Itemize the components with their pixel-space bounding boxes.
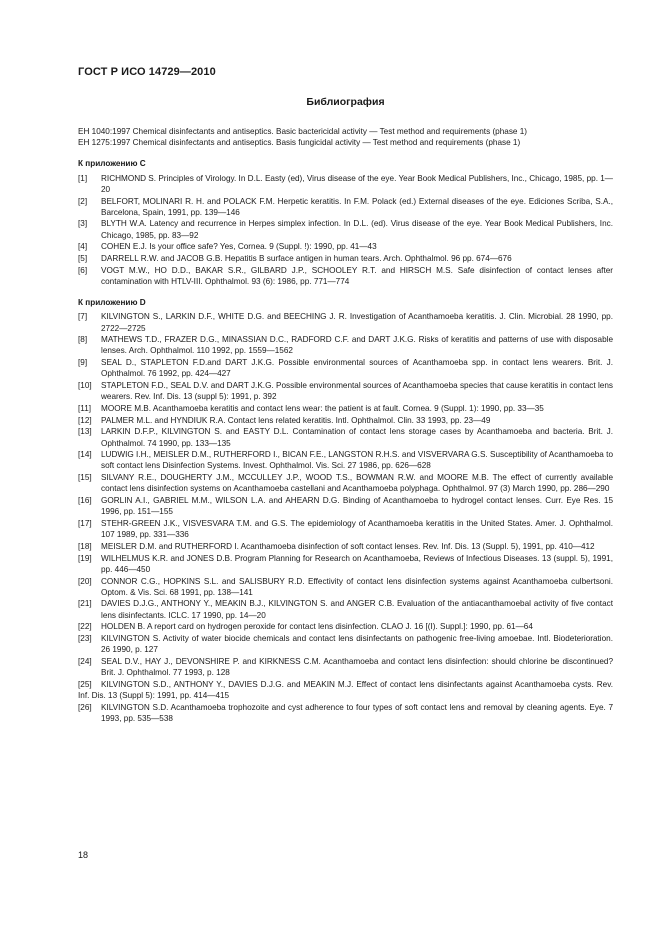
reference-number: [5] — [78, 254, 88, 264]
reference-text: HOLDEN B. A report card on hydrogen peroxide for contact lens disinfection. CLAO J. 16 [(I). Suppl.]: 1990, pp. 61—64 — [101, 622, 533, 632]
reference-number: [9] — [78, 358, 88, 368]
reference-item — [78, 656, 613, 678]
reference-item — [78, 311, 613, 333]
reference-text: WILHELMUS K.R. and JONES D.B. Program Planning for Research on Acanthamoeba, Reviews of Infectious Diseases. 13 (suppl. 5), 1991, pp. 446—450 — [101, 553, 613, 574]
reference-text: MATHEWS T.D., FRAZER D.G., MINASSIAN D.C., RADFORD C.F. and DART J.K.G. Risks of keratitis and patterns of use with disposable lenses. Arch. Ophthalmol. 110 1992, pp. 1559—1562 — [101, 335, 613, 356]
section-d-heading: К приложению D — [78, 298, 146, 308]
en-reference: EH 1040:1997 Chemical disinfectants and antiseptics. Basic bactericidal activity — Test method and requirements (phase 1) — [78, 127, 528, 136]
reference-item — [78, 621, 613, 632]
reference-number: [2] — [78, 196, 88, 206]
reference-number: [1] — [78, 173, 88, 183]
reference-number: [8] — [78, 335, 88, 345]
reference-item — [78, 218, 613, 240]
reference-text: LUDWIG I.H., MEISLER D.M., RUTHERFORD I., BICAN F.E., LANGSTON R.H.S. and VISVERVARA G.S. Susceptibility of Acanthamoeba to soft contact lens Disinfection Systems. Invest. Ophthalmol. Vis. Sci. 27 1986, pp. 626—628 — [101, 450, 613, 471]
reference-text: VOGT M.W., HO D.D., BAKAR S.R., GILBARD J.P., SCHOOLEY R.T. and HIRSCH M.S. Safe disinfection of contact lenses after contamination with HTLV-III. Ophthalmol. 93 (6): 1986, pp. 771—774 — [101, 265, 613, 286]
reference-item — [78, 702, 613, 724]
reference-item — [78, 357, 613, 379]
reference-text: SILVANY R.E., DOUGHERTY J.M., MCCULLEY J.P., WOOD T.S., BOWMAN R.W. and MOORE M.B. The effect of currently available contact lens disinfection systems on Acanthamoeba castellani and Acanthamoeba polyphaga. Ophthalmol. 97 (3) March 1990, pp. 286—290 — [101, 473, 613, 494]
reference-number: [15] — [78, 473, 92, 483]
reference-number: [25] — [78, 679, 92, 689]
reference-text: SEAL D., STAPLETON F.D.and DART J.K.G. Possible environmental sources of Acanthamoeba spp. in contact lens wearers. Brit. J. Ophthalmol. 76 1992, pp. 424—427 — [101, 358, 613, 379]
reference-number: [14] — [78, 450, 92, 460]
reference-item — [78, 241, 613, 252]
reference-number: [6] — [78, 265, 88, 275]
reference-item — [78, 472, 613, 494]
reference-text: COHEN E.J. Is your office safe? Yes, Cornea. 9 (Suppl. !): 1990, pp. 41—43 — [101, 242, 377, 252]
reference-number: [12] — [78, 415, 92, 425]
reference-number: [20] — [78, 576, 92, 586]
reference-text: PALMER M.L. and HYNDIUK R.A. Contact lens related keratitis. Intl. Ophthalmol. Clin. 33 1993, pp. 23—49 — [101, 415, 491, 425]
reference-number: [10] — [78, 381, 92, 391]
reference-text: DAVIES D.J.G., ANTHONY Y., MEAKIN B.J., KILVINGTON S. and ANGER C.B. Evaluation of the antiacanthamoebal activity of five contact lens disinfectants. ICLC. 17 1990, pp. 14—20 — [101, 599, 613, 620]
reference-item — [78, 173, 613, 195]
reference-number: [21] — [78, 599, 92, 609]
reference-number: [4] — [78, 242, 88, 252]
section-d-references — [78, 311, 613, 724]
reference-text: BLYTH W.A. Latency and recurrence in Herpes simplex infection. In D.L. (ed). Virus disease of the eye. Year Book Medical Publishers, Inc. Chicago, 1985, pp. 83—92 — [101, 219, 613, 240]
reference-item — [78, 633, 613, 655]
reference-item — [78, 553, 613, 575]
reference-item — [78, 576, 613, 598]
reference-item — [78, 518, 613, 540]
reference-text: CONNOR C.G., HOPKINS S.L. and SALISBURY R.D. Effectivity of contact lens disinfection systems against Acanthamoeba culbertsoni. Optom. & Vis. Sci. 68 1991, pp. 138—141 — [101, 576, 613, 597]
reference-number: [13] — [78, 427, 92, 437]
bibliography-content — [78, 126, 613, 725]
reference-item — [78, 598, 613, 620]
reference-text: RICHMOND S. Principles of Virology. In D.L. Easty (ed), Virus disease of the eye. Year Book Medical Publishers, Inc., Chicago, 1985, pp. 1—20 — [101, 173, 613, 194]
reference-number: [16] — [78, 496, 92, 506]
reference-item — [78, 426, 613, 448]
reference-number: [18] — [78, 541, 92, 551]
reference-number: [3] — [78, 219, 88, 229]
reference-number: [23] — [78, 634, 92, 644]
section-c-heading: К приложению C — [78, 159, 146, 169]
reference-text: KILVINGTON S.D., ANTHONY Y., DAVIES D.J.G. and MEAKIN M.J. Effect of contact lens disinfectants against Acanthamoeba cysts. Rev. Inf. Dis. 13 (Suppl 5): 1991, pp. 414—415 — [78, 679, 613, 701]
reference-text: KILVINGTON S., LARKIN D.F., WHITE D.G. and BEECHING J. R. Investigation of Acanthamoeba keratitis. J. Clin. Microbial. 28 1990, pp. 2722—2725 — [101, 312, 613, 333]
reference-text: BELFORT, MOLINARI R. H. and POLACK F.M. Herpetic keratitis. In F.M. Polack (ed.) External diseases of the eye. Ediciones Scriba, S.A., Barcelona, Spain, 1991, pp. 139—146 — [101, 196, 613, 217]
page-number: 18 — [78, 850, 89, 860]
reference-item — [78, 541, 613, 552]
bibliography-title: Библиография — [306, 96, 385, 108]
reference-text: MOORE M.B. Acanthamoeba keratitis and contact lens wear: the patient is at fault. Cornea. 9 (Suppl. 1): 1990, pp. 33—35 — [101, 403, 544, 413]
reference-number: [26] — [78, 702, 92, 712]
reference-text: STAPLETON F.D., SEAL D.V. and DART J.K.G. Possible environmental sources of Acanthamoeba species that cause keratitis in contact lens wearers. Rev. Inf. Dis. 13 (suppl 5): 1991, p. 392 — [101, 381, 613, 402]
reference-item — [78, 380, 613, 402]
reference-item — [78, 253, 613, 264]
reference-number: [22] — [78, 622, 92, 632]
reference-text: KILVINGTON S.D. Acanthamoeba trophozoite and cyst adherence to four types of soft contact lens and removal by cleaning agents. Eye. 7 1993, pp. 535—538 — [101, 702, 613, 723]
reference-text: MEISLER D.M. and RUTHERFORD I. Acanthamoeba disinfection of soft contact lenses. Rev. Inf. Dis. 13 (Suppl. 5), 1991, pp. 410—412 — [101, 541, 595, 551]
reference-item — [78, 265, 613, 287]
reference-number: [19] — [78, 553, 92, 563]
reference-number: [17] — [78, 519, 92, 528]
standard-header: ГОСТ Р ИСО 14729—2010 — [78, 66, 216, 78]
reference-text: SEAL D.V., HAY J., DEVONSHIRE P. and KIRKNESS C.M. Acanthamoeba and contact lens disinfection: should chlorine be discontinued? Brit. J. Ophthalmol. 77 1993, p. 128 — [101, 656, 613, 678]
reference-item — [78, 403, 613, 414]
reference-item — [78, 449, 613, 471]
reference-item — [78, 495, 613, 517]
reference-item — [78, 415, 613, 426]
reference-number: [24] — [78, 656, 92, 666]
reference-text: GORLIN A.I., GABRIEL M.M., WILSON L.A. and AHEARN D.G. Binding of Acanthamoeba to hydrogel contact lenses. Curr. Eye Res. 15 1996, pp. 151—155 — [101, 496, 613, 517]
reference-text: KILVINGTON S. Activity of water biocide chemicals and contact lens disinfectants on pathogenic free-living amoebae. Intl. Biodeterioration. 26 1990, p. 127 — [101, 634, 613, 655]
reference-text: STEHR-GREEN J.K., VISVESVARA T.M. and G.S. The epidemiology of Acanthamoeba keratitis in the United States. Amer. J. Ophthalmol. 107 1989, pp. 331—336 — [101, 519, 613, 540]
reference-text: LARKIN D.F.P., KILVINGTON S. and EASTY D.L. Contamination of contact lens storage cases by Acanthamoeba and bacteria. Brit. J. Ophthalmol. 74 1990, pp. 133—135 — [101, 427, 613, 448]
section-c-references — [78, 173, 613, 288]
reference-number: [7] — [78, 312, 88, 322]
reference-text: DARRELL R.W. and JACOB G.B. Hepatitis B surface antigen in human tears. Arch. Ophthalmol. 96 pp. 674—676 — [101, 254, 512, 264]
reference-item — [78, 679, 613, 701]
reference-item — [78, 196, 613, 218]
reference-item — [78, 334, 613, 356]
reference-number: [11] — [78, 403, 92, 413]
en-reference: EH 1275:1997 Chemical disinfectants and antiseptics. Basis fungicidal activity — Test method and requirements (phase 1) — [78, 138, 521, 148]
